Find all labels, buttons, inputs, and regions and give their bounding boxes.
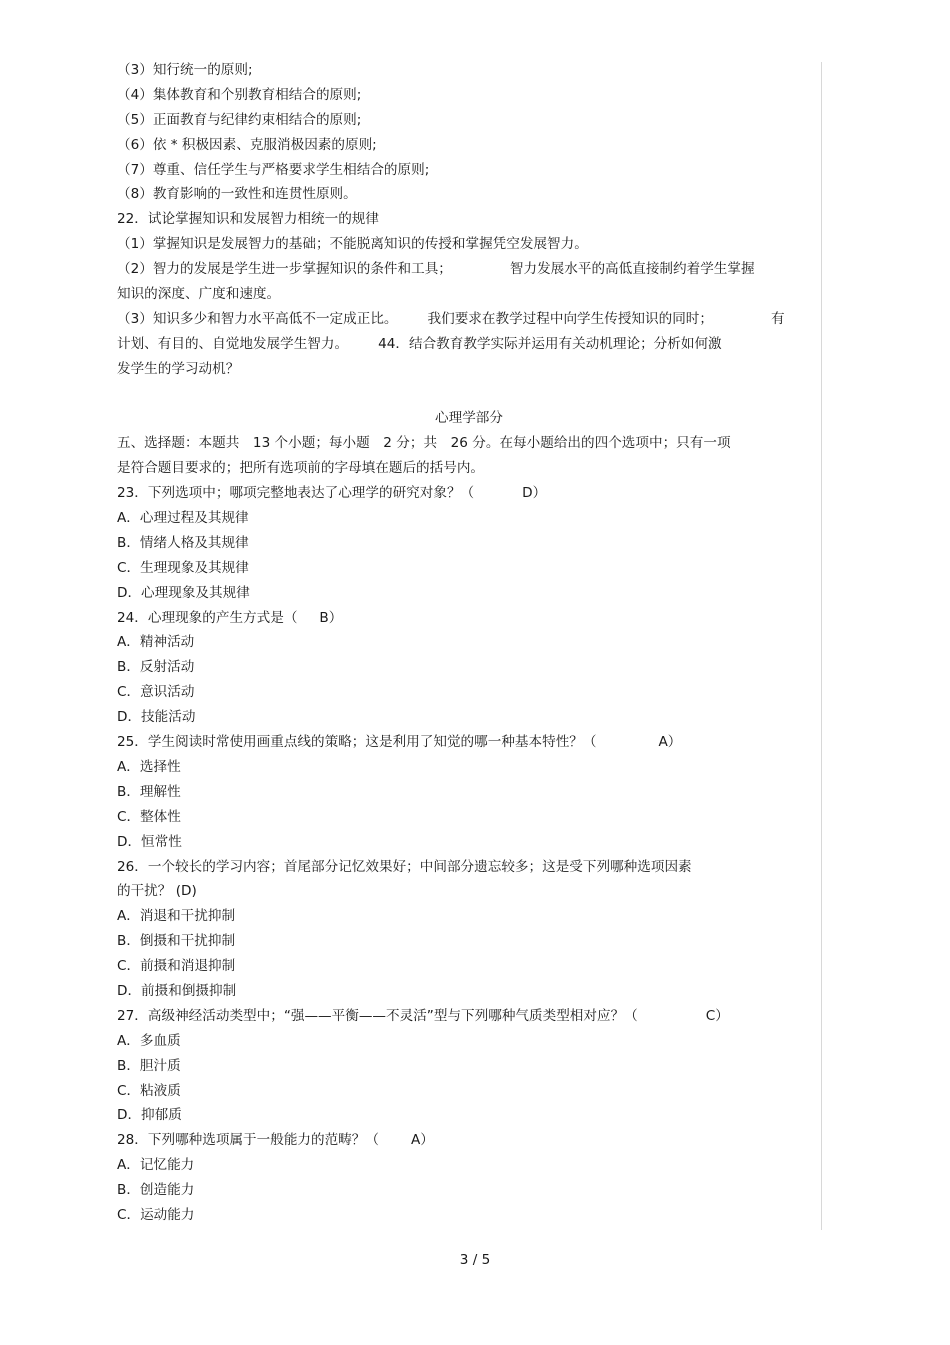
question-stem <box>117 481 821 506</box>
answer-option: A．精神活动 <box>117 634 195 651</box>
answer-option: C．意识活动 <box>117 684 195 701</box>
question-stem <box>117 1004 821 1029</box>
answer-option: D．前摄和倒摄抑制 <box>117 982 237 999</box>
answer-option: A．消退和干扰抑制 <box>117 908 236 925</box>
answer-option: C．整体性 <box>117 808 181 825</box>
answer-option: D．心理现象及其规律 <box>117 584 250 601</box>
answer-option: B．倒摄和干扰抑制 <box>117 933 236 950</box>
document-body <box>117 58 821 1228</box>
answer-option: B．反射活动 <box>117 659 195 676</box>
text: 44．结合教育教学实际并运用有关动机理论；分析如何激 <box>378 335 722 352</box>
answer-option: A．多血质 <box>117 1032 181 1049</box>
intro-line: （5）正面教育与纪律约束相结合的原则; <box>117 111 362 128</box>
answer-option: C．运动能力 <box>117 1206 195 1223</box>
answer-key: B） <box>319 609 343 626</box>
intro-section <box>117 58 821 257</box>
answer-key: A） <box>658 734 682 751</box>
question-stem <box>117 1128 821 1153</box>
intro-line: （7）尊重、信任学生与严格要求学生相结合的原则; <box>117 161 430 178</box>
answer-key: A） <box>410 1132 434 1149</box>
paragraph-3-line-1 <box>117 307 821 332</box>
intro-line: （3）知行统一的原则; <box>117 62 253 78</box>
question-text: 23．下列选项中；哪项完整地表达了心理学的研究对象？（ <box>117 485 475 502</box>
question-stem <box>117 730 821 755</box>
question-stem <box>117 855 821 880</box>
intro-line: （6）依 * 积极因素、克服消极因素的原则; <box>117 136 377 153</box>
answer-option: A．记忆能力 <box>117 1157 195 1174</box>
intro-line: （4）集体教育和个别教育相结合的原则; <box>117 86 362 103</box>
answer-option: C．前摄和消退抑制 <box>117 958 236 975</box>
intro-line: （8）教育影响的一致性和连贯性原则。 <box>117 186 357 203</box>
instructions-line-1: 五、选择题：本题共 13 个小题；每小题 2 分；共 26 分。在每小题给出的四个选项中；只有一项 <box>117 435 731 452</box>
question-list <box>117 481 821 1228</box>
question-text: 25．学生阅读时常使用画重点线的策略；这是利用了知觉的哪一种基本特性？（ <box>117 734 597 751</box>
text: 我们要求在教学过程中向学生传授知识的同时； <box>427 310 713 327</box>
paragraph-2-line-2: 知识的深度、广度和速度。 <box>117 286 281 303</box>
question-text: 27．高级神经活动类型中；“强——平衡——不灵活”型与下列哪种气质类型相对应？（ <box>117 1007 638 1024</box>
text: 智力发展水平的高低直接制约着学生掌握 <box>509 261 755 278</box>
question-stem-continued: 的干扰？ (D) <box>117 883 197 900</box>
answer-option: D．恒常性 <box>117 833 182 850</box>
answer-option: A．心理过程及其规律 <box>117 510 249 527</box>
paragraph-3-line-3: 发学生的学习动机？ <box>117 360 240 377</box>
answer-key: C） <box>705 1007 729 1024</box>
page-margin-rule <box>821 62 822 1230</box>
question-stem <box>117 606 821 631</box>
answer-option: C．粘液质 <box>117 1082 181 1099</box>
paragraph-2-line-1 <box>117 257 821 282</box>
paragraph-3-line-2 <box>117 332 821 357</box>
text: （2）智力的发展是学生进一步掌握知识的条件和工具； <box>117 261 452 278</box>
text: （3）知识多少和智力水平高低不一定成正比。 <box>117 310 398 327</box>
answer-option: C．生理现象及其规律 <box>117 559 249 576</box>
answer-option: B．理解性 <box>117 783 181 800</box>
question-text: 28．下列哪种选项属于一般能力的范畴？（ <box>117 1132 379 1149</box>
question-text: 24．心理现象的产生方式是（ <box>117 609 298 626</box>
answer-option: B．创造能力 <box>117 1182 195 1199</box>
answer-option: D．抑郁质 <box>117 1107 182 1124</box>
instructions-line-2: 是符合题目要求的；把所有选项前的字母填在题后的括号内。 <box>117 460 485 477</box>
answer-key: D） <box>522 485 547 502</box>
intro-line: （1）掌握知识是发展智力的基础；不能脱离知识的传授和掌握凭空发展智力。 <box>117 236 588 253</box>
section-title: 心理学部分 <box>435 410 503 427</box>
intro-line: 22．试论掌握知识和发展智力相统一的规律 <box>117 211 379 228</box>
text: 有 <box>771 310 785 327</box>
answer-option: D．技能活动 <box>117 709 196 726</box>
answer-option: A．选择性 <box>117 758 181 775</box>
text: 计划、有目的、自觉地发展学生智力。 <box>117 335 349 352</box>
page-number: 3 / 5 <box>459 1252 491 1268</box>
answer-option: B．胆汁质 <box>117 1057 181 1074</box>
question-text: 26．一个较长的学习内容；首尾部分记忆效果好；中间部分遗忘较多；这是受下列哪种选项因素 <box>117 858 692 875</box>
answer-option: B．情绪人格及其规律 <box>117 534 249 551</box>
